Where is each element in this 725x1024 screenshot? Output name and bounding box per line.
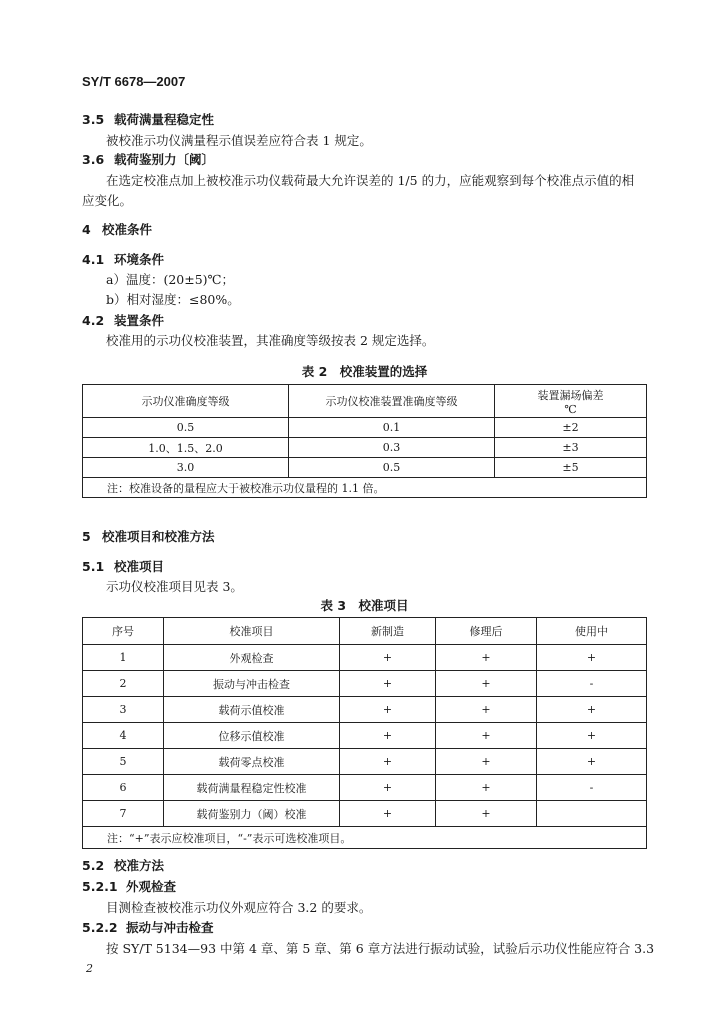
table-cell: 3 bbox=[83, 697, 164, 723]
table-cell: 1 bbox=[83, 645, 164, 671]
section-title: 振动与冲击检查 bbox=[126, 920, 214, 935]
section-5-2-1-text: 目测检查被校准示功仪外观应符合 3.2 的要求。 bbox=[106, 900, 372, 915]
section-5-2-1-heading bbox=[82, 877, 176, 895]
table-cell: 载荷鉴别力（阈）校准 bbox=[164, 801, 340, 827]
table-2 bbox=[82, 384, 647, 498]
table-3-caption: 表 3 校准项目 bbox=[320, 598, 409, 613]
table-note: 注：校准设备的量程应大于被校准示功仪量程的 1.1 倍。 bbox=[83, 478, 647, 498]
table-header-cell: 示功仪校准装置准确度等级 bbox=[289, 385, 495, 418]
section-5-heading bbox=[82, 527, 215, 545]
section-4-2-text: 校准用的示功仪校准装置，其准确度等级按表 2 规定选择。 bbox=[106, 333, 435, 348]
table-header-cell: 校准项目 bbox=[164, 618, 340, 645]
table-cell: + bbox=[436, 749, 537, 775]
table-cell: + bbox=[436, 671, 537, 697]
table-3 bbox=[82, 617, 647, 849]
header-unit: ℃ bbox=[564, 402, 577, 416]
section-3-5-heading bbox=[82, 110, 214, 128]
condition-humidity: b）相对湿度：≤80%。 bbox=[106, 292, 240, 307]
table-cell: 7 bbox=[83, 801, 164, 827]
table-cell: 6 bbox=[83, 775, 164, 801]
section-title: 外观检查 bbox=[126, 879, 177, 894]
header-line: 装置漏场偏差 bbox=[537, 388, 604, 402]
table-cell: + bbox=[436, 697, 537, 723]
table-header-cell: 示功仪准确度等级 bbox=[83, 385, 289, 418]
table-cell: 0.5 bbox=[289, 458, 495, 478]
table-cell: 4 bbox=[83, 723, 164, 749]
section-number: 3.6 bbox=[82, 152, 105, 167]
table-header-cell bbox=[495, 385, 647, 418]
section-number: 4.2 bbox=[82, 313, 105, 328]
section-5-1-text: 示功仪校准项目见表 3。 bbox=[106, 579, 243, 594]
table-cell: + bbox=[436, 645, 537, 671]
table-cell: + bbox=[340, 749, 436, 775]
section-number: 5 bbox=[82, 529, 91, 544]
section-number: 3.5 bbox=[82, 112, 105, 127]
table-row bbox=[83, 458, 647, 478]
table-cell: + bbox=[537, 645, 647, 671]
table-note-row bbox=[83, 827, 647, 849]
table-header-cell: 使用中 bbox=[537, 618, 647, 645]
table-cell: 0.1 bbox=[289, 418, 495, 438]
standard-header: SY/T 6678—2007 bbox=[82, 74, 186, 89]
table-note-row bbox=[83, 478, 647, 498]
table-cell: 0.3 bbox=[289, 438, 495, 458]
table-cell: 位移示值校准 bbox=[164, 723, 340, 749]
section-title: 环境条件 bbox=[114, 252, 165, 267]
condition-temperature: a）温度：(20±5)℃； bbox=[106, 272, 235, 287]
table-cell: + bbox=[436, 801, 537, 827]
table-cell: 外观检查 bbox=[164, 645, 340, 671]
section-number: 5.1 bbox=[82, 559, 105, 574]
table-cell: ±5 bbox=[495, 458, 647, 478]
section-title: 校准项目 bbox=[114, 559, 165, 574]
table-cell: 0.5 bbox=[83, 418, 289, 438]
section-4-2-heading bbox=[82, 311, 164, 329]
section-number: 4.1 bbox=[82, 252, 105, 267]
section-5-2-2-heading bbox=[82, 918, 214, 936]
table-cell: 载荷零点校准 bbox=[164, 749, 340, 775]
table-cell: + bbox=[340, 697, 436, 723]
table-cell: ±2 bbox=[495, 418, 647, 438]
section-3-5-text: 被校准示功仪满量程示值误差应符合表 1 规定。 bbox=[106, 133, 372, 148]
table-cell: + bbox=[537, 749, 647, 775]
section-number: 5.2 bbox=[82, 858, 105, 873]
table-cell: 振动与冲击检查 bbox=[164, 671, 340, 697]
table-cell: - bbox=[537, 671, 647, 697]
section-number: 5.2.1 bbox=[82, 879, 118, 894]
table-cell: + bbox=[340, 723, 436, 749]
table-cell: - bbox=[537, 775, 647, 801]
table-2-caption: 表 2 校准装置的选择 bbox=[301, 364, 428, 379]
table-note: 注：“+”表示应校准项目，“-”表示可选校准项目。 bbox=[83, 827, 647, 849]
table-row bbox=[83, 697, 647, 723]
table-cell: ±3 bbox=[495, 438, 647, 458]
table-cell: + bbox=[340, 671, 436, 697]
table-header-cell: 修理后 bbox=[436, 618, 537, 645]
section-3-6-text-line2: 应变化。 bbox=[82, 193, 133, 208]
table-cell: 载荷满量程稳定性校准 bbox=[164, 775, 340, 801]
page-number: 2 bbox=[86, 962, 93, 975]
table-cell: 3.0 bbox=[83, 458, 289, 478]
table-row bbox=[83, 645, 647, 671]
section-5-2-2-text: 按 SY/T 5134—93 中第 4 章、第 5 章、第 6 章方法进行振动试验，试验后示功仪性能应符合 3.3 bbox=[106, 941, 655, 956]
table-row bbox=[83, 385, 647, 418]
section-3-6-text-line1: 在选定校准点加上被校准示功仪载荷最大允许误差的 1/5 的力，应能观察到每个校准点示值的相 bbox=[106, 173, 635, 188]
table-cell: 2 bbox=[83, 671, 164, 697]
section-title: 载荷鉴别力〔阈〕 bbox=[114, 152, 215, 167]
table-cell: + bbox=[436, 723, 537, 749]
table-row bbox=[83, 438, 647, 458]
table-row bbox=[83, 723, 647, 749]
section-title: 校准方法 bbox=[114, 858, 165, 873]
table-cell: + bbox=[340, 775, 436, 801]
table-row bbox=[83, 418, 647, 438]
table-row bbox=[83, 749, 647, 775]
table-cell: + bbox=[537, 723, 647, 749]
section-number: 4 bbox=[82, 222, 91, 237]
table-header-cell: 新制造 bbox=[340, 618, 436, 645]
table-cell: + bbox=[340, 801, 436, 827]
table-row bbox=[83, 618, 647, 645]
table-row bbox=[83, 671, 647, 697]
table-cell: + bbox=[537, 697, 647, 723]
section-title: 校准项目和校准方法 bbox=[102, 529, 215, 544]
section-number: 5.2.2 bbox=[82, 920, 118, 935]
table-row bbox=[83, 801, 647, 827]
section-4-1-heading bbox=[82, 250, 164, 268]
table-header-cell: 序号 bbox=[83, 618, 164, 645]
section-title: 校准条件 bbox=[102, 222, 153, 237]
table-cell: 5 bbox=[83, 749, 164, 775]
table-row bbox=[83, 775, 647, 801]
section-5-1-heading bbox=[82, 557, 164, 575]
table-cell: + bbox=[436, 775, 537, 801]
section-title: 载荷满量程稳定性 bbox=[114, 112, 215, 127]
section-title: 装置条件 bbox=[114, 313, 165, 328]
section-5-2-heading bbox=[82, 856, 164, 874]
section-4-heading bbox=[82, 220, 152, 238]
table-cell: 1.0、1.5、2.0 bbox=[83, 438, 289, 458]
table-cell: + bbox=[340, 645, 436, 671]
table-cell: 载荷示值校准 bbox=[164, 697, 340, 723]
section-3-6-heading bbox=[82, 150, 214, 168]
table-cell bbox=[537, 801, 647, 827]
